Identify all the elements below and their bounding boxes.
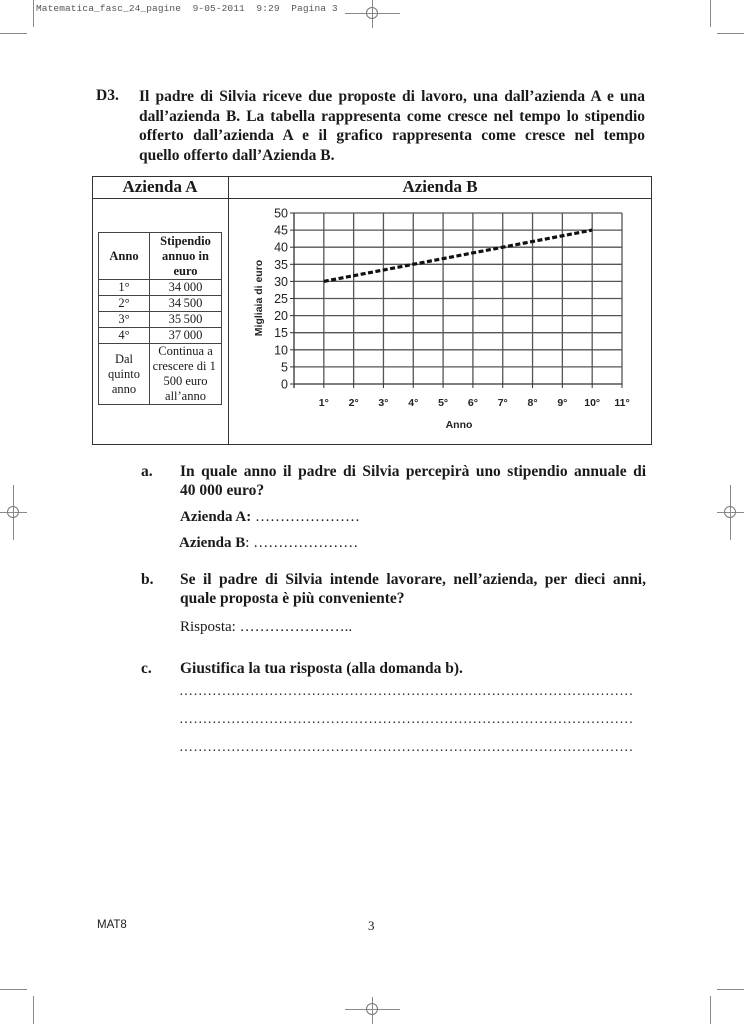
- answer-label-colon: :: [245, 535, 250, 551]
- answer-blank[interactable]: …………………..: [239, 619, 353, 635]
- chart-x-tick-label: 1°: [318, 397, 329, 409]
- answer-label: Azienda B: [179, 535, 246, 551]
- table-cell-year: 3°: [99, 312, 150, 328]
- answer-label: Azienda A:: [180, 509, 252, 525]
- page-number: 3: [368, 918, 375, 933]
- chart-x-tick-label: 2°: [348, 397, 359, 409]
- footer-code: MAT8: [97, 919, 127, 931]
- intro-line: dall’azienda B. La tabella rappresenta come cresce nel tempo lo stipendio: [139, 107, 645, 125]
- subquestion-a-letter: a.: [141, 463, 153, 480]
- chart-x-tick-label: 5°: [438, 397, 449, 409]
- chart-x-axis-label: Anno: [445, 419, 473, 431]
- subquestion-line: quale proposta è più conveniente?: [180, 590, 405, 607]
- chart-y-tick-label: 25: [274, 292, 288, 306]
- answer-risposta: [180, 619, 352, 636]
- table-cell-salary: 37 000: [150, 328, 222, 344]
- table-header-cell: Stipendio annuo in euro: [150, 233, 222, 280]
- subquestion-c-letter: c.: [141, 660, 152, 677]
- answer-azienda-a: [180, 509, 360, 526]
- answer-blank[interactable]: …………………: [253, 535, 359, 551]
- chart-x-tick-label: 11°: [614, 397, 630, 409]
- panel-title-azienda-a: Azienda A: [122, 177, 198, 196]
- chart-y-tick-label: 35: [274, 257, 288, 272]
- chart-y-tick-label: 50: [274, 206, 288, 221]
- chart-series-line: [324, 230, 592, 281]
- chart-y-tick-label: 20: [274, 309, 288, 324]
- chart-x-tick-label: 9°: [557, 397, 568, 409]
- chart-grid: [294, 213, 622, 384]
- intro-line: offerto dall’azienda A e il grafico rappresenta come cresce nel tempo: [139, 127, 645, 144]
- chart-x-tick-label: 3°: [378, 397, 389, 409]
- table-cell-year: 1°: [99, 280, 150, 296]
- answer-blank-line[interactable]: ……………………………………………………………………………………: [179, 712, 634, 727]
- chart-axes: [290, 213, 622, 388]
- table-cell-salary: 34 000: [150, 280, 222, 296]
- table-cell-year: 2°: [99, 296, 150, 312]
- subquestion-b-text: [180, 570, 646, 608]
- subquestion-b-letter: b.: [141, 571, 154, 588]
- table-cell-salary: Continua a crescere di 1 500 euro all’anno: [150, 344, 222, 405]
- chart-x-tick-label: 6°: [467, 397, 478, 409]
- table-cell-year: Dal quinto anno: [99, 344, 150, 405]
- intro-line: quello offerto dall’Azienda B.: [139, 146, 335, 164]
- answer-label: Risposta:: [180, 619, 236, 635]
- answer-blank-line[interactable]: ……………………………………………………………………………………: [179, 740, 634, 755]
- subquestion-a-text: [180, 462, 646, 500]
- intro-line: Il padre di Silvia riceve due proposte di lavoro, una dall’azienda A e una: [139, 88, 645, 105]
- chart-y-tick-label: 15: [274, 326, 288, 341]
- subquestion-line: Se il padre di Silvia intende lavorare, nell’azienda, per dieci anni,: [180, 571, 646, 588]
- table-cell-salary: 35 500: [150, 312, 222, 328]
- panel-title-azienda-b: Azienda B: [402, 177, 478, 196]
- chart-y-axis-label: Migliaia di euro: [253, 259, 265, 337]
- chart-x-tick-label: 4°: [408, 397, 419, 409]
- chart-y-tick-label: 0: [281, 377, 288, 392]
- table-cell-salary: 34 500: [150, 296, 222, 312]
- chart-y-tick-label: 40: [274, 240, 288, 255]
- table-cell-year: 4°: [99, 328, 150, 344]
- chart-y-tick-label: 5: [281, 360, 288, 375]
- question-number: D3.: [96, 87, 119, 104]
- subquestion-c-text: Giustifica la tua risposta (alla domanda b).: [180, 660, 463, 677]
- chart-x-tick-label: 8°: [527, 397, 538, 409]
- answer-blank[interactable]: …………………: [255, 509, 360, 525]
- chart-series: [324, 230, 592, 281]
- chart-x-tick-label: 7°: [497, 397, 508, 409]
- chart-labels: [253, 207, 630, 432]
- table-header-cell: Anno: [99, 233, 150, 280]
- chart-y-tick-label: 10: [274, 343, 288, 358]
- answer-blank-line[interactable]: ……………………………………………………………………………………: [179, 684, 634, 699]
- chart-y-tick-label: 45: [274, 223, 288, 238]
- print-slug: Matematica_fasc_24_pagine 9-05-2011 9:29 Pagina 3: [36, 3, 338, 14]
- subquestion-line: 40 000 euro?: [180, 482, 265, 499]
- chart-x-tick-label: 10°: [584, 397, 601, 409]
- subquestion-line: In quale anno il padre di Silvia percepirà uno stipendio annuale di: [180, 463, 646, 480]
- answer-azienda-b: [179, 535, 358, 552]
- chart-y-tick-label: 30: [274, 274, 288, 289]
